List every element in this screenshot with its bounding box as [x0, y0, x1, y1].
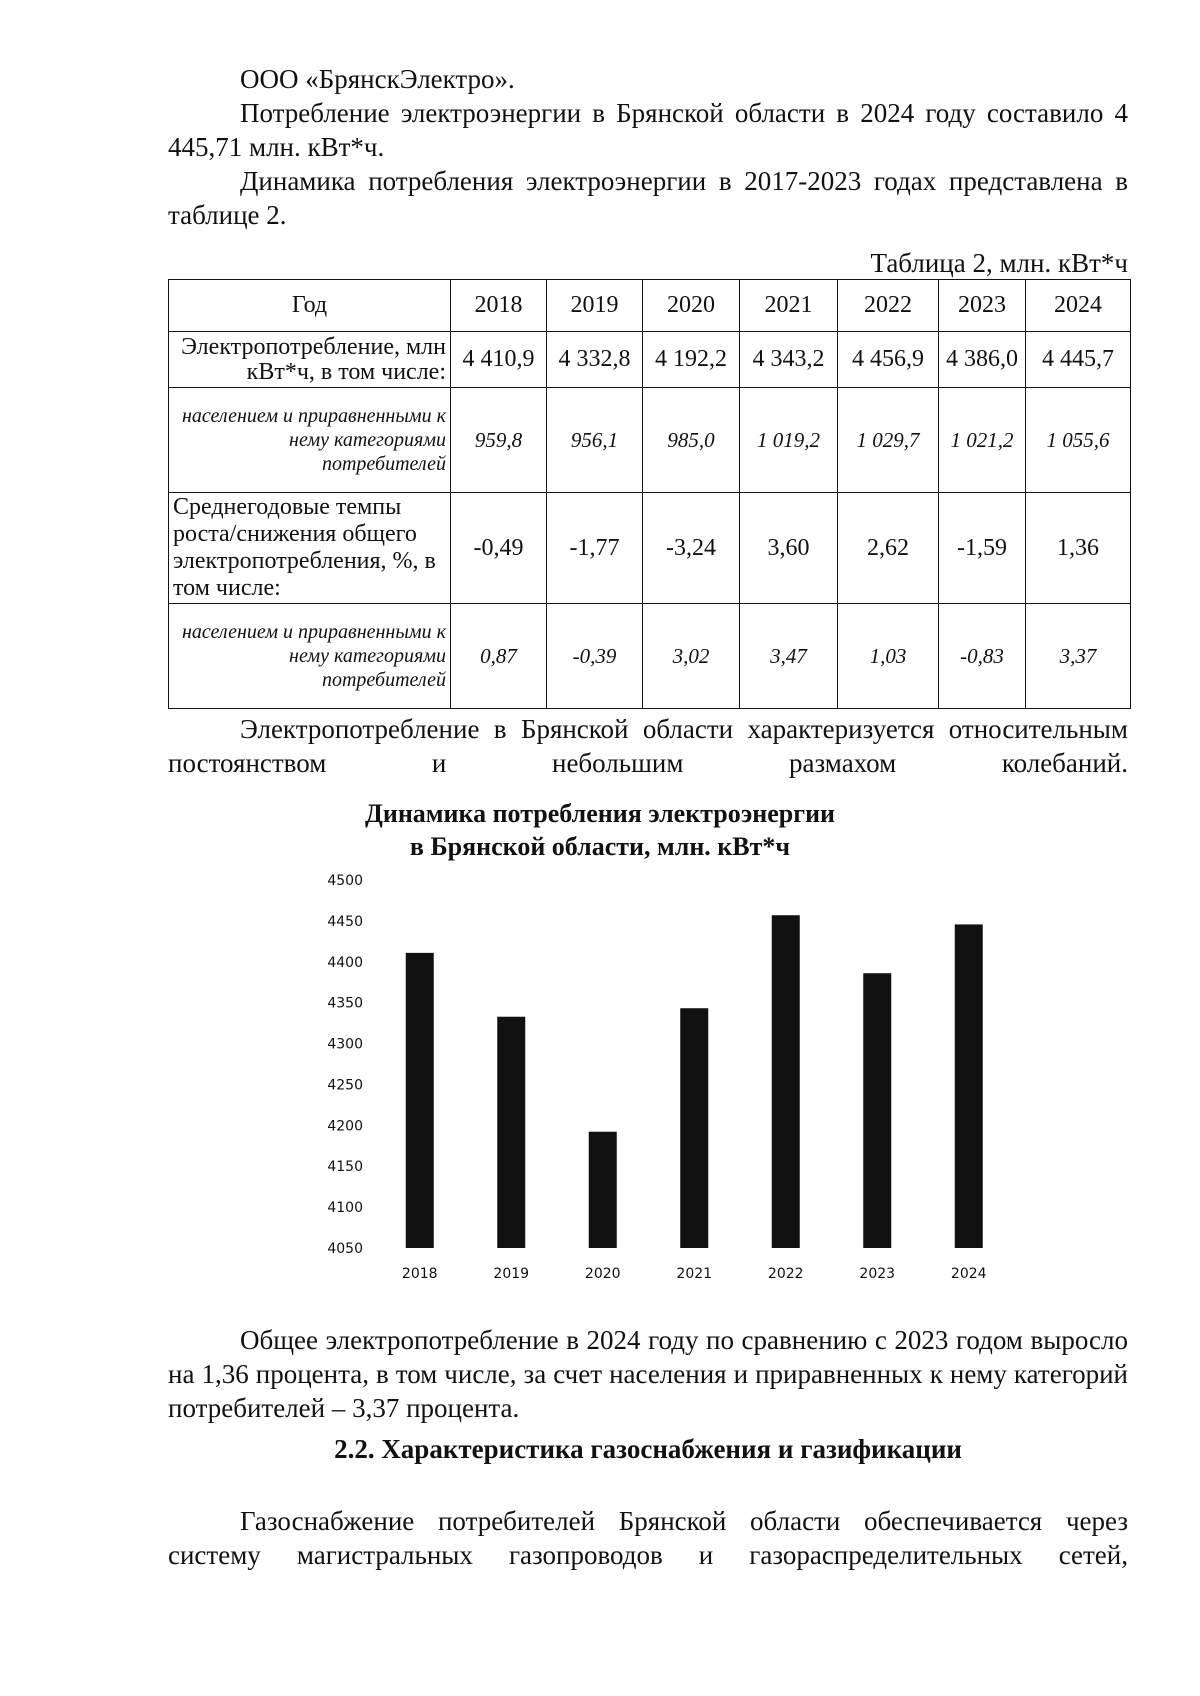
table-cell: 0,87	[451, 604, 547, 709]
chart-title-line1: Динамика потребления электроэнергии	[364, 799, 836, 828]
x-tick-label: 2019	[493, 1266, 530, 1282]
table-cell: 1 055,6	[1026, 388, 1131, 493]
y-tick-label: 4200	[327, 1118, 363, 1135]
y-tick-label: 4500	[327, 873, 363, 889]
bar-2018	[406, 953, 434, 1248]
table-header-row	[169, 280, 1131, 332]
header-year: 2021	[740, 280, 838, 332]
table-row-growth	[169, 493, 1131, 604]
table-cell: 1 019,2	[740, 388, 838, 493]
x-tick-label: 2020	[584, 1266, 621, 1282]
table-cell: -3,24	[643, 493, 740, 604]
table-cell: 1 021,2	[939, 388, 1026, 493]
paragraph-stability: Электропотребление в Брянской области характеризуется относительным постоянством и небольшим размахом колебаний.	[168, 714, 1128, 778]
consumption-table	[168, 279, 1131, 709]
bar-2024	[955, 924, 983, 1248]
table-cell: 3,60	[740, 493, 838, 604]
y-tick-label: 4450	[327, 913, 363, 930]
table-cell: 4 343,2	[740, 332, 838, 388]
y-tick-label: 4100	[327, 1200, 363, 1217]
bar-2020	[589, 1132, 617, 1248]
header-year: 2024	[1026, 280, 1131, 332]
table-cell: -1,59	[939, 493, 1026, 604]
table-cell: 4 445,7	[1026, 332, 1131, 388]
row-label: населением и приравненными к нему категориями потребителей	[169, 604, 451, 709]
section-heading: 2.2. Характеристика газоснабжения и газификации	[334, 1434, 962, 1464]
header-year: 2022	[838, 280, 939, 332]
row-label: Электропотребление, млн кВт*ч, в том числе:	[169, 332, 451, 388]
paragraph-gas-supply: Газоснабжение потребителей Брянской области обеспечивается через систему магистральных газопроводов и газораспределительных сетей,	[168, 1506, 1128, 1570]
table-cell: 4 332,8	[547, 332, 643, 388]
header-year: 2020	[643, 280, 740, 332]
bar-2021	[680, 1008, 708, 1248]
table-cell: -0,39	[547, 604, 643, 709]
y-tick-label: 4300	[327, 1036, 363, 1053]
consumption-bar-chart	[0, 860, 1200, 1320]
table-row-population-growth	[169, 604, 1131, 709]
x-tick-label: 2023	[859, 1266, 896, 1282]
header-year: 2019	[547, 280, 643, 332]
x-tick-label: 2022	[767, 1266, 804, 1282]
row-label: Среднегодовые темпы роста/снижения общего электропотребления, %, в том числе:	[169, 493, 451, 604]
table-cell: 3,47	[740, 604, 838, 709]
table-cell: 4 456,9	[838, 332, 939, 388]
table-cell: 4 410,9	[451, 332, 547, 388]
bar-2023	[863, 973, 891, 1248]
paragraph-comparison: Общее электропотребление в 2024 году по сравнению с 2023 годом выросло на 1,36 процента, в том числе, за счет населения и приравненных к нему категорий потребителей – 3,37 процента.	[168, 1325, 1128, 1423]
chart-title-line2: в Брянской области, млн. кВт*ч	[409, 832, 791, 861]
header-year: 2023	[939, 280, 1026, 332]
x-tick-label: 2018	[401, 1266, 438, 1282]
paragraph-company: ООО «БрянскЭлектро».	[240, 64, 515, 94]
table-cell: -1,77	[547, 493, 643, 604]
paragraph-dynamics-intro: Динамика потребления электроэнергии в 2017-2023 годах представлена в таблице 2.	[168, 166, 1128, 230]
table-cell: -0,83	[939, 604, 1026, 709]
y-tick-label: 4400	[327, 954, 363, 971]
bar-2019	[497, 1017, 525, 1248]
chart-title	[300, 797, 900, 863]
table-row-population	[169, 388, 1131, 493]
table-cell: 956,1	[547, 388, 643, 493]
table-cell: 1 029,7	[838, 388, 939, 493]
y-tick-label: 4250	[327, 1077, 363, 1094]
row-label: населением и приравненными к нему категориями потребителей	[169, 388, 451, 493]
paragraph-consumption-2024: Потребление электроэнергии в Брянской области в 2024 году составило 4 445,71 млн. кВт*ч.	[168, 98, 1128, 162]
table-cell: 3,02	[643, 604, 740, 709]
table-cell: 985,0	[643, 388, 740, 493]
table-cell: 4 192,2	[643, 332, 740, 388]
y-tick-label: 4150	[327, 1159, 363, 1176]
header-year: 2018	[451, 280, 547, 332]
table-cell: 1,36	[1026, 493, 1131, 604]
y-tick-label: 4050	[327, 1241, 363, 1257]
x-tick-label: 2024	[950, 1266, 987, 1282]
bar-2022	[772, 915, 800, 1248]
y-tick-label: 4350	[327, 995, 363, 1012]
x-tick-label: 2021	[676, 1266, 713, 1282]
table-caption: Таблица 2, млн. кВт*ч	[870, 248, 1128, 278]
table-cell: -0,49	[451, 493, 547, 604]
table-cell: 959,8	[451, 388, 547, 493]
table-cell: 3,37	[1026, 604, 1131, 709]
header-year-label: Год	[169, 280, 451, 332]
table-cell: 4 386,0	[939, 332, 1026, 388]
table-cell: 2,62	[838, 493, 939, 604]
table-row-total	[169, 332, 1131, 388]
table-cell: 1,03	[838, 604, 939, 709]
